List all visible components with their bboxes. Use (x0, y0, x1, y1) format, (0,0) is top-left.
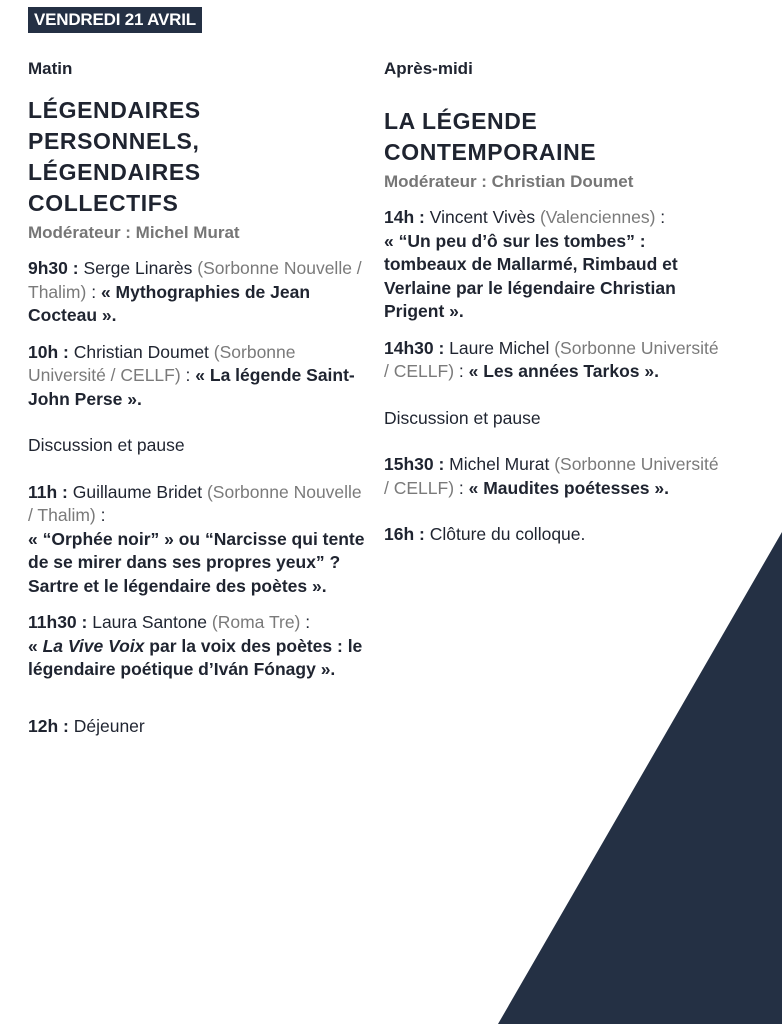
program-entry-1400 (384, 206, 724, 324)
entry-speaker: Vincent Vivès (424, 207, 540, 227)
program-entry-1000 (28, 341, 368, 412)
entry-affiliation: (Sorbonne Université / CELLF) (384, 337, 719, 381)
afternoon-pause: Discussion et pause (384, 407, 541, 428)
closing-entry (384, 523, 724, 547)
program-entry-1130 (28, 611, 368, 682)
entry-speaker: Christian Doumet (68, 341, 214, 362)
afternoon-moderator: Modérateur : Christian Doumet (384, 172, 634, 191)
date-badge: VENDREDI 21 AVRIL (28, 7, 202, 33)
entry-separator: : (655, 207, 666, 227)
entry-time: 11h : (28, 481, 68, 502)
program-entry-1530 (384, 453, 724, 500)
title-line: PERSONNELS, (28, 128, 200, 154)
entry-separator: : (86, 281, 101, 302)
title-italic: La Vive Voix (42, 635, 145, 656)
entry-time: 14h : (384, 207, 425, 227)
entry-speaker: Guillaume Bridet (67, 481, 207, 502)
afternoon-label: Après-midi (384, 59, 473, 78)
entry-affiliation: (Sorbonne Université / CELLF) (384, 454, 719, 498)
morning-session-title (28, 95, 368, 219)
entry-time: 16h : (384, 524, 425, 544)
program-entry-1430 (384, 337, 724, 384)
title-prefix: « (28, 635, 43, 656)
afternoon-session-title (384, 106, 724, 168)
entry-separator: : (454, 477, 469, 498)
entry-time: 12h : (28, 715, 69, 736)
entry-talk-title: « La légende Saint-John Perse ». (28, 365, 355, 409)
entry-talk-title (28, 636, 362, 680)
entry-separator: : (180, 365, 196, 385)
entry-affiliation: (Sorbonne Nouvelle / Thalim) (28, 258, 362, 302)
morning-column (28, 58, 368, 751)
lunch-entry (28, 715, 368, 739)
entry-time: 14h30 : (384, 337, 445, 358)
entry-talk-title: « “Un peu d’ô sur les tombes” : tombeaux de Mallarmé, Rimbaud et Verlaine par le légendaire Christian Prigent ». (384, 230, 678, 321)
entry-affiliation: (Valenciennes) (539, 207, 656, 227)
title-suffix: par la voix des poètes : le légendaire poétique d’Iván Fónagy ». (28, 635, 363, 679)
entry-time: 15h30 : (384, 454, 445, 474)
program-entry-0930 (28, 257, 368, 328)
entry-talk-title: « Les années Tarkos ». (468, 361, 659, 381)
entry-time: 11h30 : (28, 612, 88, 632)
morning-moderator: Modérateur : Michel Murat (28, 223, 240, 242)
entry-separator: : (95, 505, 106, 525)
program-entry-1100 (28, 481, 368, 599)
entry-speaker: Laure Michel (444, 337, 555, 358)
entry-talk-title: « “Orphée noir” » ou “Narcisse qui tente de se mirer dans ses propres yeux” ? Sartre et le légendaire des poètes ». (28, 528, 365, 596)
entry-speaker: Michel Murat (444, 454, 555, 474)
afternoon-column (384, 58, 724, 560)
entry-speaker: Serge Linarès (78, 258, 198, 278)
entry-talk-title: « Maudites poétesses ». (468, 477, 669, 498)
entry-affiliation: (Sorbonne Université / CELLF) (28, 341, 296, 385)
title-line: LÉGENDAIRES (28, 159, 201, 185)
morning-pause: Discussion et pause (28, 435, 185, 455)
entry-separator: : (454, 361, 469, 381)
title-line: CONTEMPORAINE (384, 139, 597, 165)
title-line: COLLECTIFS (28, 190, 179, 216)
entry-time: 10h : (28, 341, 69, 362)
morning-label: Matin (28, 59, 73, 78)
entry-talk-title: « Mythographies de Jean Cocteau ». (28, 281, 311, 325)
lunch-text: Déjeuner (68, 715, 145, 736)
entry-time: 9h30 : (28, 258, 79, 278)
entry-separator: : (300, 612, 311, 632)
entry-affiliation: (Roma Tre) (211, 612, 301, 632)
entry-speaker: Laura Santone (87, 612, 212, 632)
entry-affiliation: (Sorbonne Nouvelle / Thalim) (28, 481, 362, 525)
title-line: LA LÉGENDE (384, 108, 538, 134)
title-line: LÉGENDAIRES (28, 97, 201, 123)
closing-text: Clôture du colloque. (424, 524, 586, 544)
